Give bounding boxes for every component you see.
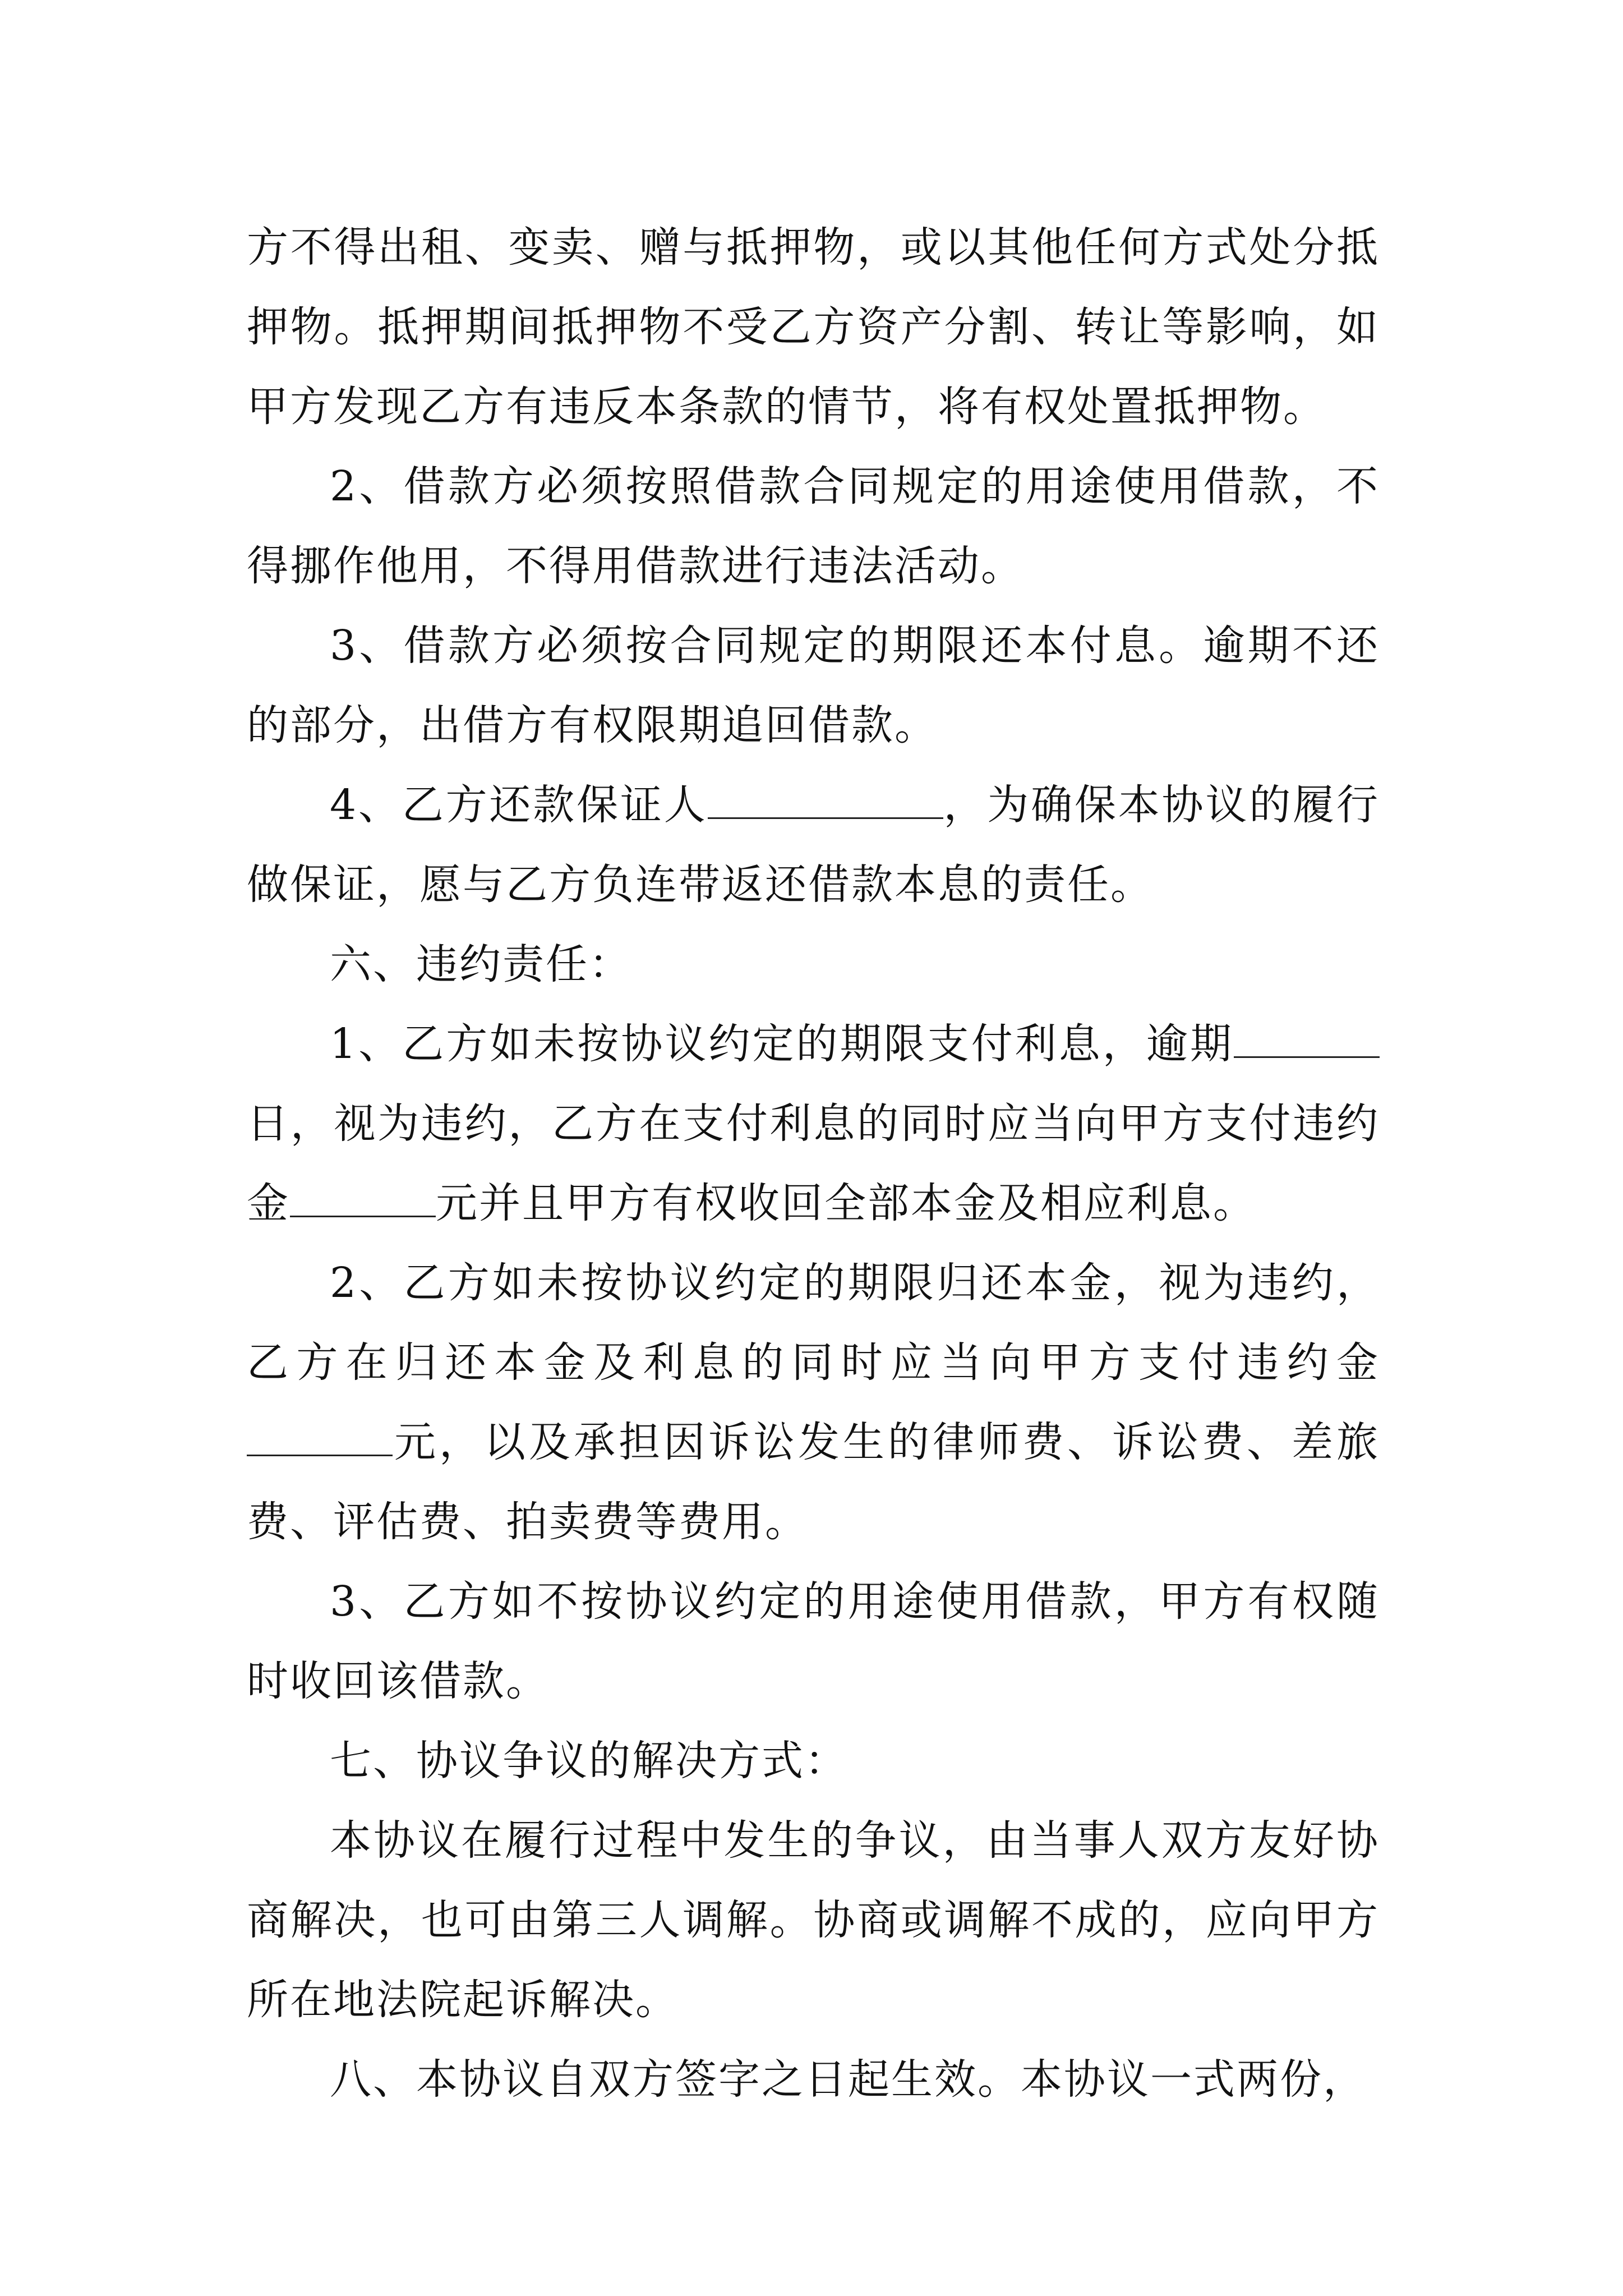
paragraph-breach-3 — [247, 1562, 1380, 1721]
heading-text: 六、违约责任： — [330, 940, 632, 988]
paragraph-clause-2 — [247, 447, 1380, 606]
paragraph-clause-3 — [247, 606, 1380, 765]
penalty-amount-blank — [290, 1176, 436, 1217]
paragraph-dispute — [247, 1801, 1380, 2040]
paragraph-text: 3、借款方必须按合同规定的期限还本付息。逾期不还的部分，出借方有权限期追回借款。 — [247, 622, 1380, 749]
penalty-amount-blank-2 — [247, 1415, 393, 1456]
document-body — [247, 208, 1380, 2119]
paragraph-effectiveness — [247, 2040, 1380, 2119]
paragraph-breach-2 — [247, 1243, 1380, 1562]
paragraph-text: 4、乙方还款保证人 — [330, 781, 708, 829]
paragraph-text: 2、乙方如未按协议约定的期限归还本金，视为违约，乙方在归还本金及利息的同时应当向甲方支付违约金 — [247, 1259, 1380, 1387]
paragraph-text: 3、乙方如不按协议约定的用途使用借款，甲方有权随时收回该借款。 — [247, 1577, 1380, 1705]
paragraph-text: 日，视为违约，乙方在支付利息的同时应当向甲方支付违约金 — [247, 1099, 1380, 1227]
paragraph-text: 1、乙方如未按协议约定的期限支付利息，逾期 — [330, 1020, 1234, 1068]
heading-text: 七、协议争议的解决方式： — [330, 1737, 848, 1785]
paragraph-text: 八、本协议自双方签字之日起生效。本协议一式两份， — [330, 2055, 1366, 2104]
paragraph-breach-1 — [247, 1004, 1380, 1243]
section-heading-breach — [247, 924, 1380, 1004]
paragraph-collateral-restriction — [247, 208, 1380, 447]
guarantor-blank — [708, 778, 943, 819]
paragraph-text: 2、借款方必须按照借款合同规定的用途使用借款，不得挪作他用，不得用借款进行违法活动。 — [247, 462, 1380, 590]
section-heading-dispute — [247, 1721, 1380, 1801]
paragraph-text: 方不得出租、变卖、赠与抵押物，或以其他任何方式处分抵押物。抵押期间抵押物不受乙方资产分割、转让等影响，如甲方发现乙方有违反本条款的情节，将有权处置抵押物。 — [247, 223, 1380, 431]
paragraph-text: ，为确保本协议的履行做保证，愿与乙方负连带返还借款本息的责任。 — [247, 781, 1380, 909]
overdue-days-blank — [1234, 1017, 1380, 1058]
paragraph-text: 本协议在履行过程中发生的争议，由当事人双方友好协商解决，也可由第三人调解。协商或调解不成的，应向甲方所在地法院起诉解决。 — [247, 1816, 1380, 2024]
paragraph-clause-4 — [247, 765, 1380, 924]
paragraph-text: 元并且甲方有权收回全部本金及相应利息。 — [436, 1179, 1256, 1227]
paragraph-text: 元，以及承担因诉讼发生的律师费、诉讼费、差旅费、评估费、拍卖费等费用。 — [247, 1418, 1380, 1546]
